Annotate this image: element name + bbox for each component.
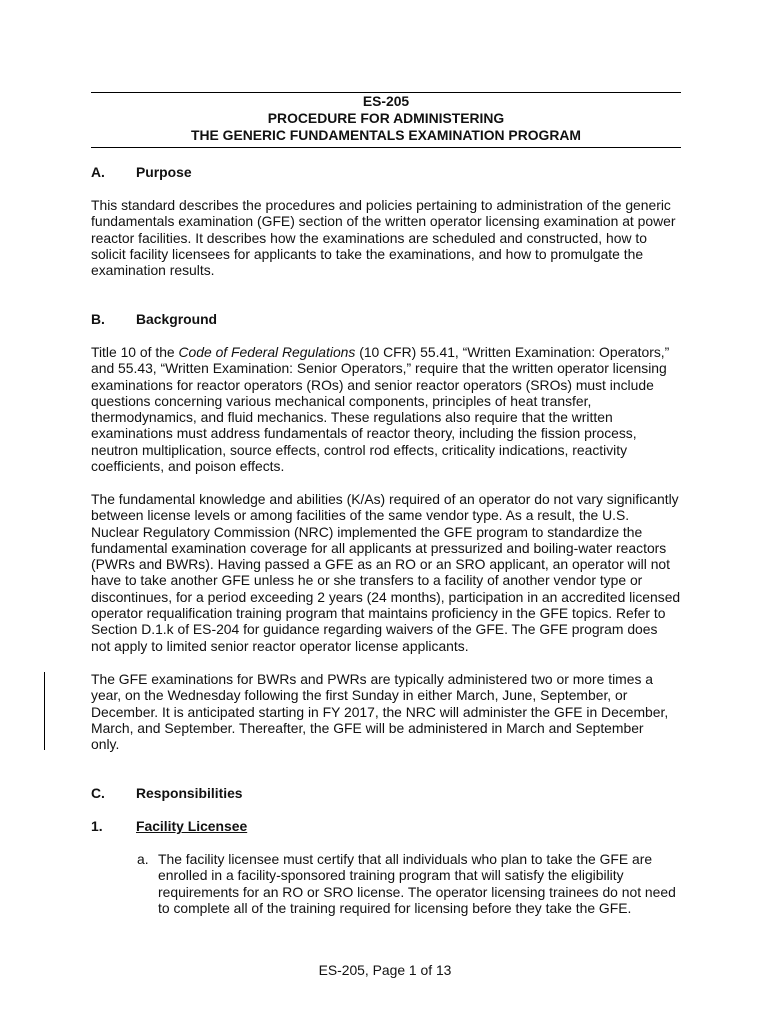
section-c-label: C.: [91, 785, 105, 801]
section-a-label: A.: [91, 164, 105, 180]
section-b-line: only.: [91, 736, 120, 753]
section-b-line: discontinues, for a period exceeding 2 years (24 months), participation in an accredited licensed: [91, 588, 681, 605]
section-b-label: B.: [91, 311, 105, 327]
section-b-line: examinations must address fundamentals of reactor theory, including the fission process,: [91, 425, 637, 442]
page-footer: ES-205, Page 1 of 13: [318, 962, 452, 978]
text-run: (10 CFR) 55.41, “Written Examination: Operators,”: [355, 344, 670, 360]
section-b-line: March, and September. Thereafter, the GFE will be administered in March and September: [91, 719, 644, 736]
section-b-line: year, on the Wednesday following the first Sunday in either March, June, September, or: [91, 687, 628, 704]
document-title: [91, 93, 681, 144]
section-b-line: The fundamental knowledge and abilities (K/As) required of an operator do not vary significantly: [91, 491, 679, 507]
section-b-line: not apply to limited senior reactor operator license applicants.: [91, 637, 469, 654]
section-b-line: have to take another GFE unless he or she transfers to a facility of another vendor type or: [91, 572, 643, 589]
list-item-body: [158, 851, 676, 916]
section-b-line: [91, 344, 683, 360]
section-b-line: questions concerning various mechanical components, principles of heat transfer,: [91, 392, 592, 409]
title-line-2: THE GENERIC FUNDAMENTALS EXAMINATION PROGRAM: [191, 127, 581, 143]
list-item-line: enrolled in a facility-sponsored training program that will satisfy the eligibility: [158, 867, 624, 884]
section-a-line: examination results.: [91, 262, 215, 279]
section-a-heading: [91, 164, 192, 181]
cfr-title: Code of Federal Regulations: [178, 344, 356, 360]
section-b-line: thermodynamics, and fluid mechanics. These regulations also require that the written: [91, 409, 613, 426]
doc-id: ES-205: [362, 93, 410, 109]
section-b-line: (PWRs and BWRs). Having passed a GFE as an RO or an SRO applicant, an operator will not: [91, 556, 671, 573]
section-b-paragraph-2: [91, 491, 683, 654]
section-b-paragraph-1: [91, 344, 683, 474]
subsection-1-title: Facility Licensee: [136, 818, 248, 834]
section-b-line: between license levels or among facilities of the same vendor type. As a result, the U.S.: [91, 507, 630, 524]
section-a-line: reactor facilities. It describes how the examinations are scheduled and constructed, how to: [91, 229, 647, 246]
revision-change-bar: [44, 672, 45, 750]
section-a-line: solicit facility licensees for applicants to take the examinations, and how to promulgate the: [91, 245, 644, 262]
section-b-line: neutron multiplication, source effects, control rod effects, criticality indications, reactivity: [91, 441, 628, 458]
subsection-1-label: 1.: [91, 818, 103, 834]
section-b-heading: [91, 311, 217, 328]
list-item-line: to complete all of the training required for licensing before they take the GFE.: [158, 899, 632, 916]
section-b-line: operator requalification training program that maintains proficiency in the GFE topics. Refer to: [91, 605, 666, 622]
subsection-1-heading: [91, 818, 247, 835]
section-b-line: fundamental examination coverage for all applicants at pressurized and boiling-water reactors: [91, 539, 667, 556]
list-item-line: The facility licensee must certify that all individuals who plan to take the GFE are: [158, 851, 653, 867]
section-a-title: Purpose: [136, 164, 192, 180]
section-b-line: The GFE examinations for BWRs and PWRs are typically administered two or more times a: [91, 671, 653, 687]
title-line-1: PROCEDURE FOR ADMINISTERING: [267, 110, 505, 126]
header-bottom-rule: [91, 147, 681, 148]
section-a-line: fundamentals examination (GFE) section of the written operator licensing examination at power: [91, 213, 676, 230]
list-item-line: requirements for an RO or SRO license. The operator licensing trainees do not need: [158, 883, 676, 900]
section-b-title: Background: [136, 311, 218, 327]
section-b-line: Nuclear Regulatory Commission (NRC) implemented the GFE program to standardize the: [91, 523, 643, 540]
section-b-line: and 55.43, “Written Examination: Senior Operators,” require that the written operator licensing: [91, 360, 667, 377]
text-run: Title 10 of the: [91, 344, 179, 360]
list-item-marker: a.: [137, 851, 149, 867]
section-a-line: This standard describes the procedures and policies pertaining to administration of the generic: [91, 197, 671, 213]
section-b-line: examinations for reactor operators (ROs) and senior reactor operators (SROs) must include: [91, 376, 654, 393]
section-b-paragraph-3: [91, 671, 683, 752]
section-b-line: coefficients, and poison effects.: [91, 458, 285, 475]
section-b-line: December. It is anticipated starting in FY 2017, the NRC will administer the GFE in December,: [91, 703, 669, 720]
section-c-heading: [91, 785, 243, 802]
section-a-paragraph: [91, 197, 683, 278]
section-b-line: Section D.1.k of ES-204 for guidance regarding waivers of the GFE. The GFE program does: [91, 621, 658, 638]
section-c-title: Responsibilities: [136, 785, 243, 801]
